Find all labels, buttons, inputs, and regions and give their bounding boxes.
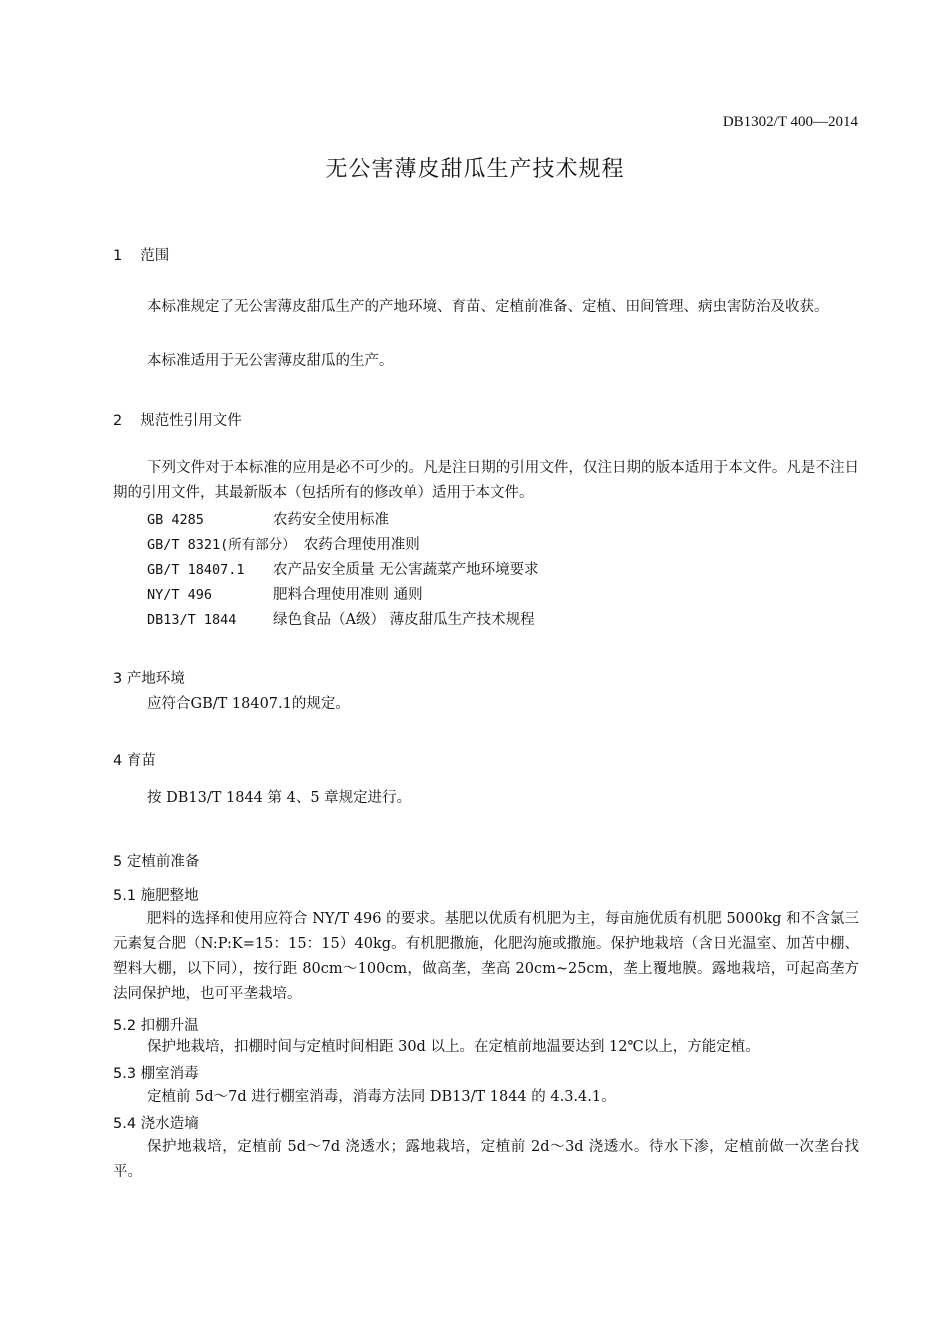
section-1-paragraph-2: 本标准适用于无公害薄皮甜瓜的生产。: [147, 353, 394, 369]
reference-item: [147, 583, 423, 604]
section-1-title: 范围: [140, 248, 170, 264]
section-5-2-heading: 5.2 扣棚升温: [113, 1018, 199, 1034]
reference-name: 肥料合理使用准则 通则: [273, 587, 423, 603]
document-number: DB1302/T 400—2014: [722, 114, 858, 130]
section-4-paragraph-1: 按 DB13/T 1844 第 4、5 章规定进行。: [147, 790, 412, 806]
reference-name: 农药合理使用准则: [303, 537, 420, 553]
section-5-2-paragraph: 保护地栽培，扣棚时间与定植时间相距 30d 以上。在定植前地温要达到 12℃以上，方能定植。: [147, 1039, 760, 1055]
section-5-1-heading: 5.1 施肥整地: [113, 888, 199, 904]
reference-code: NY/T 496: [147, 587, 213, 603]
reference-item: [147, 533, 420, 554]
section-2-paragraph-1: 下列文件对于本标准的应用是必不可少的。凡是注日期的引用文件，仅注日期的版本适用于本文件。凡是不注日期的引用文件，其最新版本（包括所有的修改单）适用于本文件。: [113, 460, 859, 501]
section-1-number: 1: [113, 248, 123, 264]
reference-name: 农药安全使用标准: [273, 512, 389, 528]
section-5-3-heading: 5.3 棚室消毒: [113, 1066, 199, 1082]
section-3-heading: 3 产地环境: [113, 671, 185, 687]
reference-item: [147, 558, 539, 579]
section-2-heading: [113, 409, 242, 430]
reference-item: [147, 608, 535, 629]
section-5-4-heading: 5.4 浇水造墒: [113, 1116, 199, 1132]
section-5-1-paragraph: 肥料的选择和使用应符合 NY/T 496 的要求。基肥以优质有机肥为主，每亩施优质有机肥 5000kg 和不含氯三元素复合肥（N:P:K=15：15：15）40kg。有机肥撒施，化肥沟施或撒施。保护地栽培（含日光温室、加苫中棚、塑料大棚，以下同），按行距 80cm～100cm，做高垄，垄高 20cm~25cm，垄上覆地膜。露地栽培，可起高垄方法同保护地，也可平垄栽培。: [113, 911, 859, 1002]
section-2-title: 规范性引用文件: [140, 413, 242, 429]
section-1-heading: [113, 244, 169, 265]
section-5-3-paragraph: 定植前 5d～7d 进行棚室消毒，消毒方法同 DB13/T 1844 的 4.3.4.1。: [147, 1089, 616, 1105]
section-1-paragraph-1: 本标准规定了无公害薄皮甜瓜生产的产地环境、育苗、定植前准备、定植、田间管理、病虫害防治及收获。: [147, 299, 829, 315]
section-5-heading: 5 定植前准备: [113, 854, 200, 870]
reference-item: [147, 508, 389, 529]
section-4-heading: 4 育苗: [113, 753, 156, 769]
reference-name: 绿色食品（A级） 薄皮甜瓜生产技术规程: [273, 612, 535, 628]
document-title: 无公害薄皮甜瓜生产技术规程: [325, 157, 625, 182]
section-5-4-paragraph: 保护地栽培，定植前 5d～7d 浇透水；露地栽培，定植前 2d～3d 浇透水。待水下渗，定植前做一次垄台找平。: [113, 1139, 859, 1180]
section-3-paragraph-1: 应符合GB/T 18407.1的规定。: [147, 696, 350, 712]
reference-code: DB13/T 1844: [147, 612, 237, 628]
reference-code: GB/T 18407.1: [147, 562, 245, 578]
reference-code: GB 4285: [147, 512, 204, 528]
section-2-number: 2: [113, 413, 123, 429]
reference-code: GB/T 8321(所有部分）: [147, 537, 296, 553]
reference-name: 农产品安全质量 无公害蔬菜产地环境要求: [273, 562, 539, 578]
